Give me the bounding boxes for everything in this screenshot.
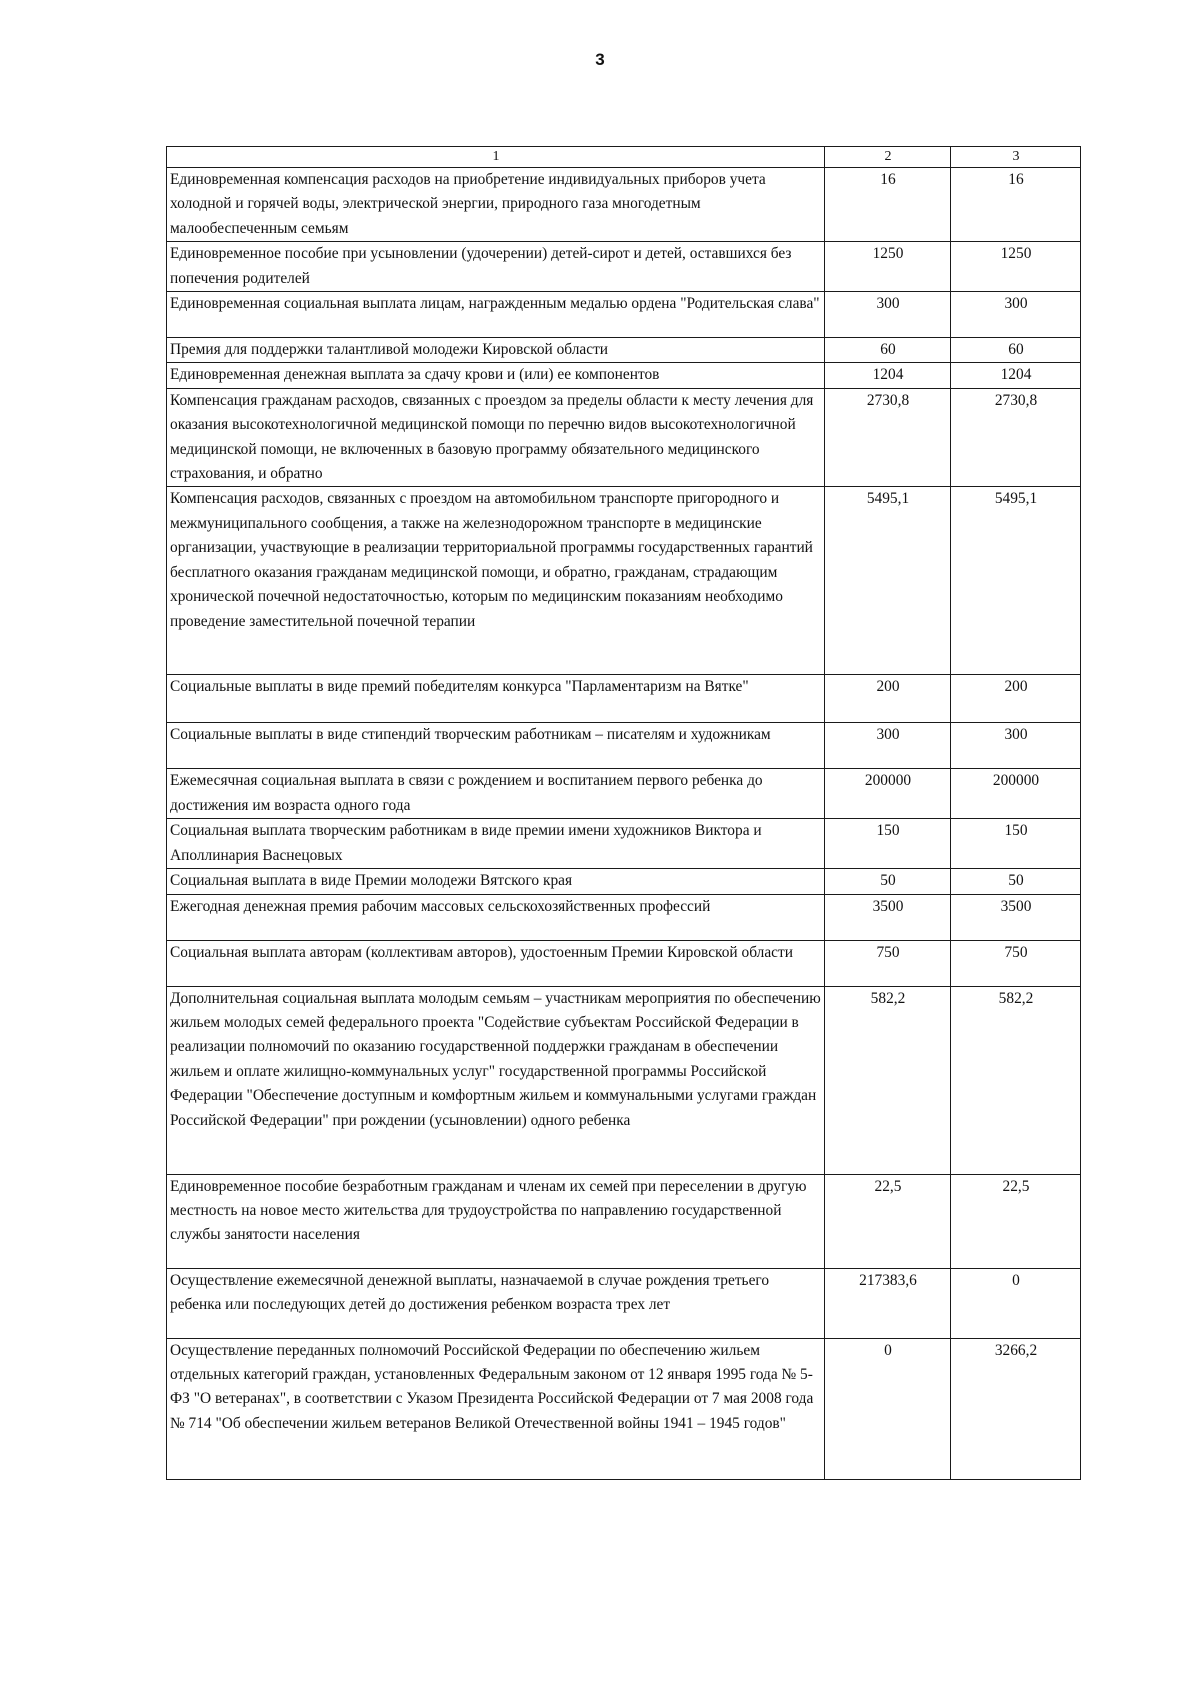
table-row <box>167 986 1081 1174</box>
row-value-col2: 300 <box>825 292 951 338</box>
row-description: Дополнительная социальная выплата молодым семьям – участникам мероприятия по обеспечению жильем молодых семей федерального проекта "Содействие субъектам Российской Федерации в реализации полномочий по оказанию государственной поддержки гражданам в обеспечении жильем и оплате жилищно-коммунальных услуг" государственной программы Российской Федерации "Обеспечение доступным и комфортным жильем и коммунальными услугами граждан Российской Федерации" при рождении (усыновлении) одного ребенка <box>167 986 825 1174</box>
row-value-col3: 5495,1 <box>951 487 1081 675</box>
row-value-col3: 1250 <box>951 242 1081 292</box>
row-value-col2: 150 <box>825 819 951 869</box>
table-row <box>167 338 1081 363</box>
row-value-col2: 2730,8 <box>825 388 951 487</box>
row-value-col3: 3266,2 <box>951 1338 1081 1479</box>
row-description: Ежегодная денежная премия рабочим массовых сельскохозяйственных профессий <box>167 894 825 940</box>
row-description: Осуществление ежемесячной денежной выплаты, назначаемой в случае рождения третьего ребенка или последующих детей до достижения ребенком возраста трех лет <box>167 1268 825 1338</box>
budget-table <box>166 146 1081 1480</box>
table-header-row <box>167 147 1081 168</box>
table-row <box>167 388 1081 487</box>
row-value-col3: 1204 <box>951 363 1081 388</box>
row-value-col3: 0 <box>951 1268 1081 1338</box>
row-value-col3: 3500 <box>951 894 1081 940</box>
row-description: Компенсация гражданам расходов, связанных с проездом за пределы области к месту лечения для оказания высокотехнологичной медицинской помощи по перечню видов высокотехнологичной медицинской помощи, не включенных в базовую программу обязательного медицинского страхования, и обратно <box>167 388 825 487</box>
row-value-col3: 50 <box>951 869 1081 894</box>
row-value-col3: 60 <box>951 338 1081 363</box>
row-value-col3: 2730,8 <box>951 388 1081 487</box>
table-row <box>167 894 1081 940</box>
row-value-col3: 200 <box>951 675 1081 723</box>
row-description: Единовременное пособие при усыновлении (удочерении) детей-сирот и детей, оставшихся без попечения родителей <box>167 242 825 292</box>
table-row <box>167 487 1081 675</box>
table-row <box>167 1338 1081 1479</box>
row-description: Социальные выплаты в виде стипендий творческим работникам – писателям и художникам <box>167 723 825 769</box>
row-value-col3: 300 <box>951 723 1081 769</box>
row-description: Единовременная социальная выплата лицам, награжденным медалью ордена "Родительская слава" <box>167 292 825 338</box>
table-row <box>167 168 1081 242</box>
row-value-col3: 200000 <box>951 769 1081 819</box>
table-row <box>167 675 1081 723</box>
row-description: Социальная выплата в виде Премии молодежи Вятского края <box>167 869 825 894</box>
row-description: Осуществление переданных полномочий Российской Федерации по обеспечению жильем отдельных категорий граждан, установленных Федеральным законом от 12 января 1995 года № 5-ФЗ "О ветеранах", в соответствии с Указом Президента Российской Федерации от 7 мая 2008 года № 714 "Об обеспечении жильем ветеранов Великой Отечественной войны 1941 – 1945 годов" <box>167 1338 825 1479</box>
row-value-col2: 60 <box>825 338 951 363</box>
row-description: Единовременное пособие безработным гражданам и членам их семей при переселении в другую местность на новое место жительства для трудоустройства по направлению государственной службы занятости населения <box>167 1174 825 1268</box>
row-description: Ежемесячная социальная выплата в связи с рождением и воспитанием первого ребенка до достижения им возраста одного года <box>167 769 825 819</box>
row-value-col2: 50 <box>825 869 951 894</box>
row-description: Социальные выплаты в виде премий победителям конкурса "Парламентаризм на Вятке" <box>167 675 825 723</box>
row-value-col3: 16 <box>951 168 1081 242</box>
row-description: Единовременная компенсация расходов на приобретение индивидуальных приборов учета холодной и горячей воды, электрической энергии, природного газа многодетным малообеспеченным семьям <box>167 168 825 242</box>
row-description: Единовременная денежная выплата за сдачу крови и (или) ее компонентов <box>167 363 825 388</box>
row-description: Компенсация расходов, связанных с проездом на автомобильном транспорте пригородного и межмуниципального сообщения, а также на железнодорожном транспорте в медицинские организации, участвующие в реализации территориальной программы государственных гарантий бесплатного оказания гражданам медицинской помощи, и обратно, гражданам, страдающим хронической почечной недостаточностью, которым по медицинским показаниям необходимо проведение заместительной почечной терапии <box>167 487 825 675</box>
row-value-col2: 22,5 <box>825 1174 951 1268</box>
table-row <box>167 940 1081 986</box>
row-value-col2: 217383,6 <box>825 1268 951 1338</box>
row-description: Социальная выплата авторам (коллективам авторов), удостоенным Премии Кировской области <box>167 940 825 986</box>
column-header-1: 1 <box>167 147 825 168</box>
table-row <box>167 869 1081 894</box>
row-value-col2: 0 <box>825 1338 951 1479</box>
row-description: Премия для поддержки талантливой молодежи Кировской области <box>167 338 825 363</box>
row-value-col3: 750 <box>951 940 1081 986</box>
row-value-col3: 150 <box>951 819 1081 869</box>
row-value-col2: 200000 <box>825 769 951 819</box>
row-value-col3: 582,2 <box>951 986 1081 1174</box>
table-row <box>167 819 1081 869</box>
row-description: Социальная выплата творческим работникам в виде премии имени художников Виктора и Аполлинария Васнецовых <box>167 819 825 869</box>
row-value-col2: 5495,1 <box>825 487 951 675</box>
row-value-col2: 1204 <box>825 363 951 388</box>
table-row <box>167 1268 1081 1338</box>
row-value-col2: 1250 <box>825 242 951 292</box>
table-row <box>167 769 1081 819</box>
table-row <box>167 1174 1081 1268</box>
row-value-col3: 300 <box>951 292 1081 338</box>
row-value-col2: 16 <box>825 168 951 242</box>
row-value-col2: 300 <box>825 723 951 769</box>
row-value-col2: 582,2 <box>825 986 951 1174</box>
row-value-col2: 750 <box>825 940 951 986</box>
row-value-col2: 3500 <box>825 894 951 940</box>
table-row <box>167 723 1081 769</box>
row-value-col3: 22,5 <box>951 1174 1081 1268</box>
table-row <box>167 363 1081 388</box>
page-number: 3 <box>595 50 605 69</box>
column-header-2: 2 <box>825 147 951 168</box>
table-row <box>167 242 1081 292</box>
column-header-3: 3 <box>951 147 1081 168</box>
row-value-col2: 200 <box>825 675 951 723</box>
table-row <box>167 292 1081 338</box>
